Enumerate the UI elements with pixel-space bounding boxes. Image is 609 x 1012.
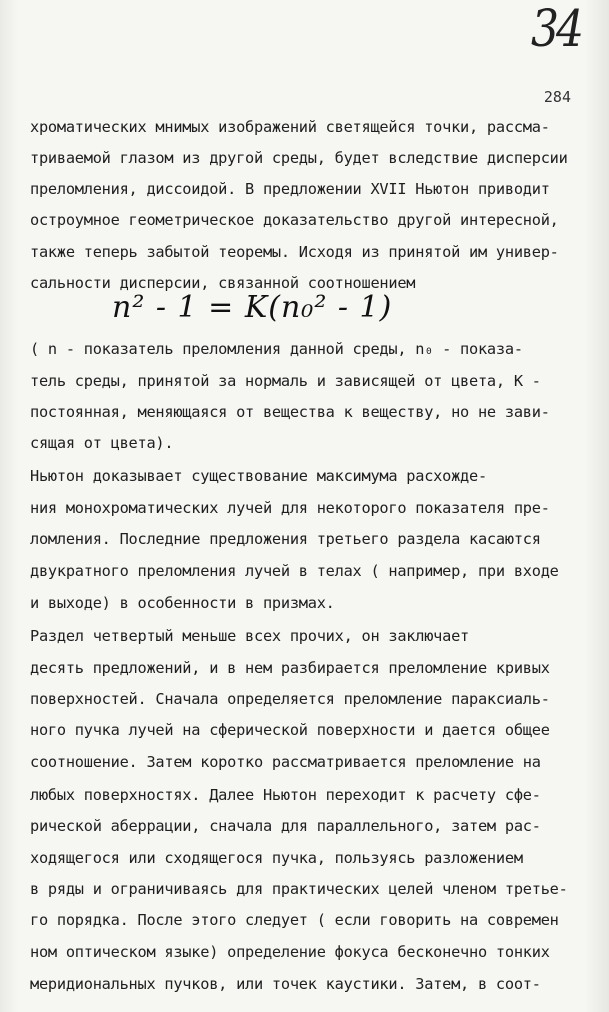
- text-line: рической аберрации, сначала для параллельного, затем рас-: [30, 817, 541, 835]
- text-line: и выходе) в особенности в призмах.: [30, 594, 335, 612]
- text-line: меридиональных пучков, или точек каустики. Затем, в соот-: [30, 975, 541, 993]
- text-line: ного пучка лучей на сферической поверхности и дается общее: [30, 721, 550, 739]
- text-line: хроматических мнимых изображений светящейся точки, рассма-: [30, 118, 550, 136]
- page-number: 284: [543, 88, 571, 106]
- text-line: го порядка. После этого следует ( если говорить на современ: [30, 911, 559, 929]
- text-line: ( n - показатель преломления данной среды, n₀ - показа-: [30, 340, 523, 358]
- text-line: триваемой глазом из другой среды, будет вследствие дисперсии: [30, 149, 568, 167]
- text-line: ния монохроматических лучей для некоторого показателя пре-: [30, 499, 550, 517]
- text-line: соотношение. Затем коротко рассматривается преломление на: [30, 753, 541, 771]
- text-line: двукратного преломления лучей в телах ( например, при входе: [30, 562, 559, 580]
- text-line: постоянная, меняющаяся от вещества к веществу, но не зави-: [30, 403, 550, 421]
- text-line: поверхностей. Сначала определяется преломление параксиаль-: [30, 690, 550, 708]
- text-line: преломления, диссоидой. В предложении XVII Ньютон приводит: [30, 180, 550, 198]
- text-line: тель среды, принятой за нормаль и зависящей от цвета, K -: [30, 372, 541, 390]
- text-line: Ньютон доказывает существование максимума расхожде-: [30, 467, 487, 485]
- text-line: ломления. Последние предложения третьего раздела касаются: [30, 530, 541, 548]
- text-line: также теперь забытой теоремы. Исходя из принятой им универ-: [30, 243, 559, 261]
- text-line: Раздел четвертый меньше всех прочих, он заключает: [30, 627, 470, 645]
- text-line: в ряды и ограничиваясь для практических целей членом третье-: [30, 880, 568, 898]
- dispersion-formula: n² - 1 = K(n₀² - 1): [112, 290, 393, 325]
- archive-page-number: 34: [531, 0, 581, 59]
- text-line: десять предложений, и в нем разбирается преломление кривых: [30, 659, 550, 677]
- text-line: сящая от цвета).: [30, 434, 174, 452]
- text-line: любых поверхностях. Далее Ньютон переходит к расчету сфе-: [30, 786, 541, 804]
- text-line: сальности дисперсии, связанной соотношением: [30, 274, 416, 292]
- text-line: ходящегося или сходящегося пучка, пользуясь разложением: [30, 849, 523, 867]
- text-line: остроумное геометрическое доказательство другой интересной,: [30, 211, 559, 229]
- text-line: ном оптическом языке) определение фокуса бесконечно тонких: [30, 943, 550, 961]
